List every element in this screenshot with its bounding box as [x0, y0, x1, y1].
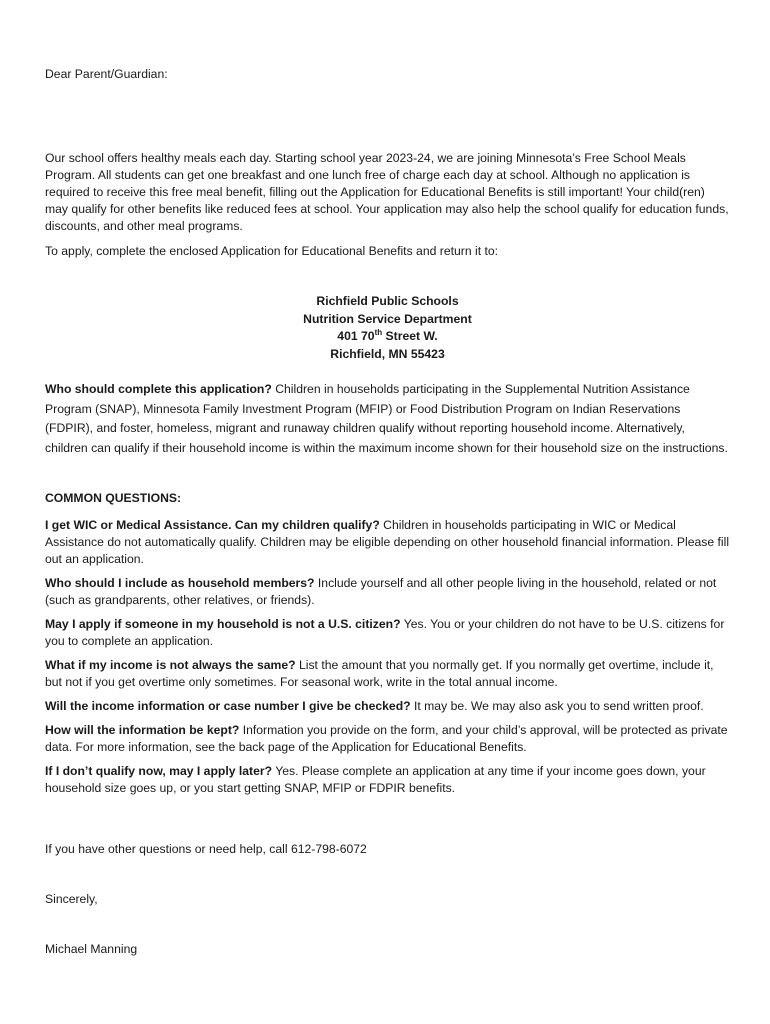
apply-instructions: To apply, complete the enclosed Application for Educational Benefits and return it to: [45, 244, 499, 258]
mailing-address [45, 293, 730, 363]
faq-answer: It may be. We may also ask you to send written proof. [410, 699, 704, 713]
faq-answer: Yes. Please complete an application at any time if your income goes down, your household size goes up, or you start getting SNAP, MFIP or FDPIR benefits. [45, 764, 706, 795]
faq-item [45, 575, 730, 609]
faq-answer: Yes. You or your children do not have to be U.S. citizens for you to complete an application. [45, 617, 725, 648]
faq-answer: Include yourself and all other people living in the household, related or not (such as grandparents, other relatives, or friends). [45, 576, 717, 607]
faq-answer: Children in households participating in WIC or Medical Assistance do not automatically qualify. Children may be eligible depending on other household financial information. Please fill out an application. [45, 518, 730, 566]
help-contact-line: If you have other questions or need help, call 612-798-6072 [45, 842, 367, 856]
faq-question: If I don’t qualify now, may I apply later? [45, 764, 273, 778]
closing: Sincerely, [45, 892, 98, 906]
address-line-organization: Richfield Public Schools [316, 294, 459, 308]
faq-item [45, 698, 730, 715]
faq-item [45, 517, 730, 568]
common-questions-heading: COMMON QUESTIONS: [45, 491, 182, 505]
faq-question: How will the information be kept? [45, 723, 240, 737]
faq-item [45, 616, 730, 650]
address-line-city: Richfield, MN 55423 [330, 346, 445, 361]
address-line-street [45, 328, 730, 346]
street-name: Street W. [382, 329, 438, 343]
faq-list [45, 517, 730, 804]
who-should-apply-paragraph [45, 380, 730, 458]
faq-item [45, 763, 730, 797]
signature-name: Michael Manning [45, 942, 138, 956]
greeting: Dear Parent/Guardian: [45, 67, 168, 81]
faq-question: I get WIC or Medical Assistance. Can my children qualify? [45, 518, 380, 532]
faq-answer: List the amount that you normally get. If you normally get overtime, include it, but not if you get overtime only sometimes. For seasonal work, write in the total annual income. [45, 658, 714, 689]
faq-item [45, 722, 730, 756]
who-should-apply-answer: Children in households participating in the Supplemental Nutrition Assistance Program (SNAP), Minnesota Family Investment Program (MFIP) or Food Distribution Program on Indian Reservations (FDPIR), and foster, homeless, migrant and runaway children qualify without reporting household income. Alternatively, children can qualify if their household income is within the maximum income shown for their household size on the instructions. [45, 382, 728, 455]
address-line-department: Nutrition Service Department [303, 311, 472, 326]
faq-question: May I apply if someone in my household is not a U.S. citizen? [45, 617, 401, 631]
faq-question: What if my income is not always the same? [45, 658, 296, 672]
faq-question: Will the income information or case number I give be checked? [45, 699, 411, 713]
faq-item [45, 657, 730, 691]
street-number: 401 70 [337, 329, 375, 343]
street-ordinal-suffix: th [374, 327, 383, 337]
faq-answer: Information you provide on the form, and your child’s approval, will be protected as private data. For more information, see the back page of the Application for Educational Benefits. [45, 723, 728, 754]
intro-paragraph: Our school offers healthy meals each day. Starting school year 2023-24, we are joining Minnesota’s Free School Meals Program. All students can get one breakfast and one lunch free of charge each day at school. Although no application is required to receive this free meal benefit, filling out the Application for Educational Benefits is still important! Your child(ren) may qualify for other benefits like reduced fees at school. Your application may also help the school qualify for education funds, discounts, and other meal programs. [45, 151, 729, 233]
faq-question: Who should I include as household members? [45, 576, 315, 590]
who-should-apply-question: Who should complete this application? [45, 382, 272, 396]
